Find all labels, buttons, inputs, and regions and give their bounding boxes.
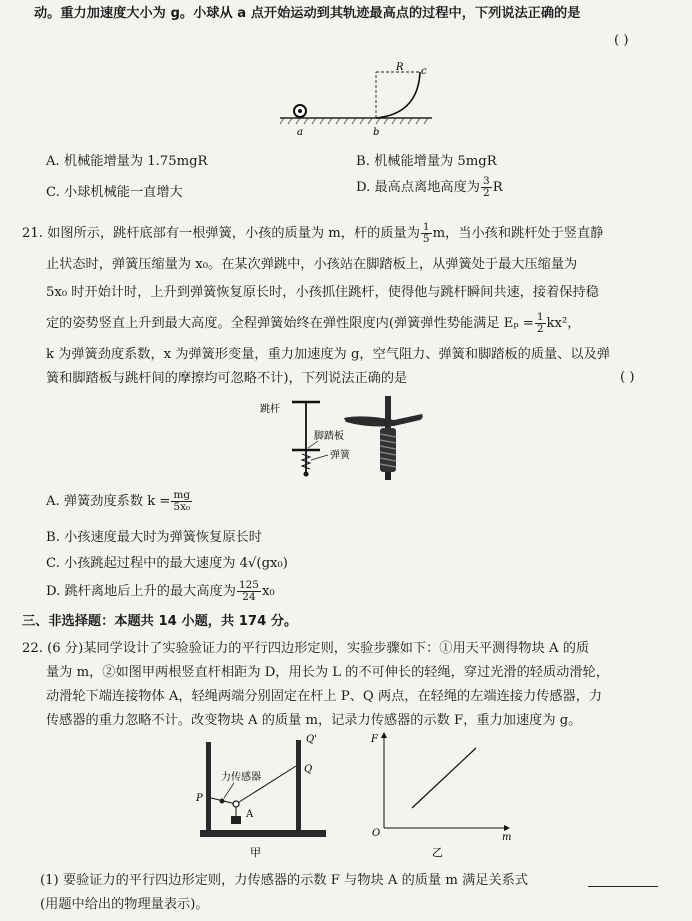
q20-option-d-num: 3 bbox=[483, 175, 490, 187]
q21-pogo-figure bbox=[252, 392, 462, 482]
q22-line-2: 量为 m，②如图甲两根竖直杆相距为 D，用长为 L 的不可伸长的轻绳，穿过光滑的轻质动滑轮， bbox=[46, 665, 609, 680]
q21-option-d[interactable]: D. 跳杆离地后上升的最大高度为 $\frac{125}{24}$ x₀ bbox=[46, 579, 275, 603]
q22-figure-yi-graph bbox=[364, 728, 514, 868]
graph-line bbox=[412, 748, 476, 808]
label-Qprime: Q' bbox=[306, 734, 317, 745]
label-Q: Q bbox=[304, 764, 313, 775]
q21-line-3: 5x₀ 时开始计时，上升到弹簧恢复原长时，小孩抓住跳杆，使得他与跳杆瞬间共速，接着保持稳 bbox=[46, 285, 599, 300]
q20-option-d-post: R bbox=[492, 180, 503, 195]
section-3-heading: 三、非选择题：本题共 14 小题，共 174 分。 bbox=[22, 614, 298, 629]
label-O: O bbox=[372, 828, 381, 839]
q22-figure-jia bbox=[196, 732, 346, 862]
label-a: a bbox=[297, 127, 303, 138]
label-P: P bbox=[196, 793, 203, 804]
q20-stem-tail: 动。重力加速度大小为 g。小球从 a 点开始运动到其轨迹最高点的过程中，下列说法正确的是 bbox=[34, 6, 581, 21]
q22-sub1-answer-blank[interactable] bbox=[588, 886, 658, 887]
q22-sub1-line-1: (1) 要验证力的平行四边形定则，力传感器的示数 F 与物块 A 的质量 m 满足关系式 bbox=[40, 873, 529, 888]
q20-option-b[interactable]: B. 机械能增量为 5mgR bbox=[356, 154, 497, 169]
q21-line-1: 21. 如图所示，跳杆底部有一根弹簧，小孩的质量为 m，杆的质量为 $\frac{1}{5}$ m，当小孩和跳杆处于竖直静 bbox=[22, 221, 604, 245]
q20-option-c[interactable]: C. 小球机械能一直增大 bbox=[46, 185, 183, 200]
q21-line-2: 止状态时，弹簧压缩量为 x₀。在某次弹跳中，小孩站在脚踏板上，从弹簧处于最大压缩量为 bbox=[46, 257, 578, 272]
q21-line-6: 簧和脚踏板与跳杆间的摩擦均可忽略不计)，下列说法正确的是 bbox=[46, 371, 408, 386]
label-b: b bbox=[373, 127, 380, 138]
q21-option-a[interactable]: A. 弹簧劲度系数 k = $\frac{mg}{\text{5x₀}}$ bbox=[46, 489, 191, 513]
label-spring: 弹簧 bbox=[330, 450, 350, 461]
q21-option-b[interactable]: B. 小孩速度最大时为弹簧恢复原长时 bbox=[46, 530, 262, 545]
q20-track-figure bbox=[280, 60, 440, 140]
q21-answer-paren: ( ) bbox=[620, 370, 635, 385]
label-c: c bbox=[421, 66, 427, 77]
label-R: R bbox=[396, 62, 404, 73]
q22-line-1: 22. (6 分)某同学设计了实验验证力的平行四边形定则，实验步骤如下：①用天平测得物块 A 的质 bbox=[22, 641, 590, 656]
q20-answer-paren: ( ) bbox=[614, 33, 629, 48]
label-F: F bbox=[371, 734, 378, 745]
q20-option-d[interactable] bbox=[356, 176, 503, 199]
q21-line-4: 定的姿势竖直上升到最大高度。全程弹簧始终在弹性限度内(弹簧弹性势能满足 Eₚ = $\frac{1}{2}$ kx²， bbox=[46, 311, 581, 335]
q20-option-d-den: 2 bbox=[483, 187, 490, 199]
label-m: m bbox=[502, 832, 512, 843]
q20-option-a[interactable]: A. 机械能增量为 1.75mgR bbox=[46, 154, 208, 169]
label-A: A bbox=[246, 809, 254, 820]
q22-sub1-line-2: (用题中给出的物理量表示)。 bbox=[40, 897, 209, 912]
label-pogo: 跳杆 bbox=[260, 404, 280, 415]
label-pedal: 脚踏板 bbox=[314, 431, 344, 442]
q21-option-c[interactable]: C. 小孩跳起过程中的最大速度为 4√(gx₀) bbox=[46, 556, 288, 571]
label-jia: 甲 bbox=[250, 846, 261, 859]
q22-line-3: 动滑轮下端连接物体 A，轻绳两端分别固定在杆上 P、Q 两点，在轻绳的左端连接力传感器，力 bbox=[46, 689, 603, 704]
q20-option-d-pre: D. 最高点离地高度为 bbox=[356, 180, 480, 195]
q22-line-4: 传感器的重力忽略不计。改变物块 A 的质量 m，记录力传感器的示数 F，重力加速度为 g。 bbox=[46, 713, 582, 728]
label-sensor: 力传感器 bbox=[221, 772, 261, 783]
q21-line-5: k 为弹簧劲度系数，x 为弹簧形变量，重力加速度为 g，空气阻力、弹簧和脚踏板的质量、以及弹 bbox=[46, 347, 610, 362]
label-yi: 乙 bbox=[432, 846, 443, 859]
